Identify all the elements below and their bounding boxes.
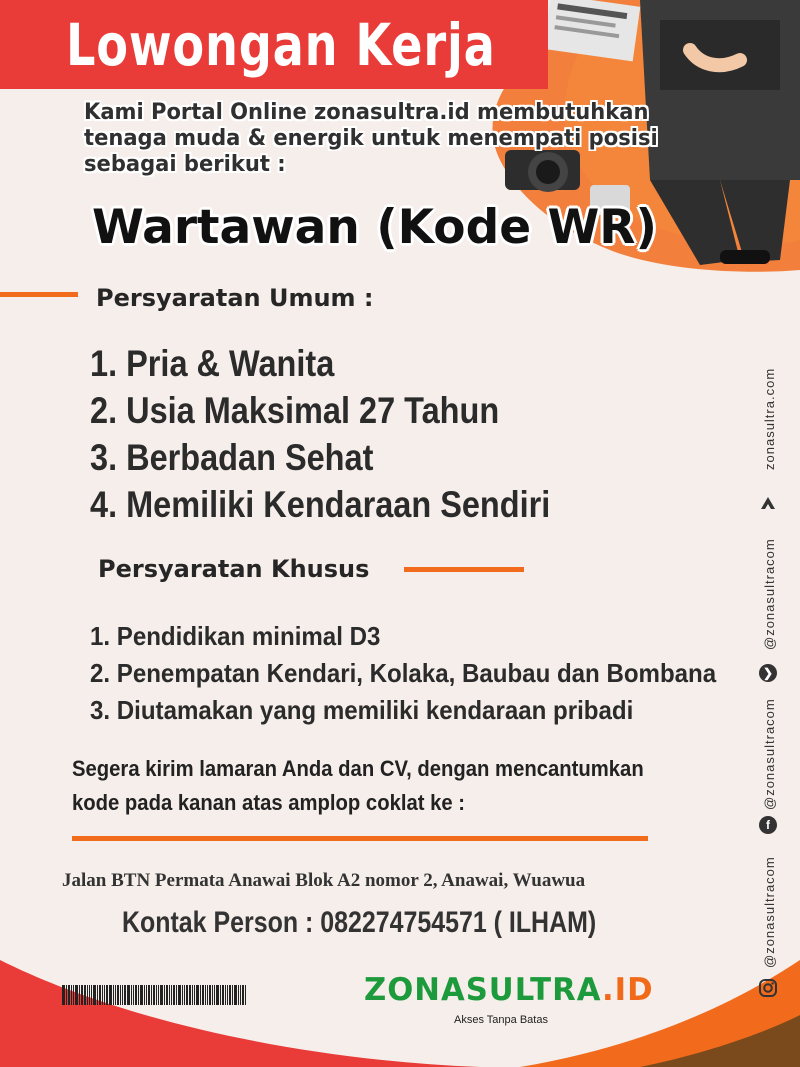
barcode-bar xyxy=(99,985,101,1005)
zonasultra-logo xyxy=(364,972,654,1008)
barcode-bar xyxy=(104,985,105,1005)
barcode-bar xyxy=(166,985,168,1005)
facebook-handle: @zonasultracom xyxy=(762,698,777,810)
website-handle: zonasultra.com xyxy=(762,367,777,470)
barcode-bar xyxy=(192,985,193,1005)
barcode-bar xyxy=(189,985,191,1005)
barcode-bar xyxy=(71,985,72,1005)
barcode-bar xyxy=(171,985,172,1005)
barcode-bar xyxy=(240,985,241,1005)
barcode-bar xyxy=(133,985,134,1005)
instagram-handle: @zonasultracom xyxy=(762,856,777,968)
barcode-bar xyxy=(205,985,206,1005)
barcode-bar xyxy=(138,985,139,1005)
send-line: Segera kirim lamaran Anda dan CV, dengan mencantumkan xyxy=(72,756,644,781)
barcode-bar xyxy=(109,985,112,1005)
general-requirements-title: Persyaratan Umum : xyxy=(96,284,374,312)
barcode-bar xyxy=(89,985,90,1005)
general-requirements-list xyxy=(90,340,614,528)
list-item: 2. Penempatan Kendari, Kolaka, Baubau dan Bombana xyxy=(90,658,717,688)
barcode-bar xyxy=(176,985,177,1005)
barcode-bar xyxy=(212,985,213,1005)
barcode-bar xyxy=(209,985,211,1005)
list-item: 3. Diutamakan yang memiliki kendaraan pribadi xyxy=(90,695,634,725)
barcode-bar xyxy=(127,985,130,1005)
send-instructions xyxy=(72,752,693,820)
barcode-bar xyxy=(225,985,226,1005)
barcode-bar xyxy=(87,985,88,1005)
barcode-bar xyxy=(184,985,185,1005)
barcode-bar xyxy=(97,985,98,1005)
barcode-bar xyxy=(124,985,126,1005)
divider-line xyxy=(404,567,524,572)
barcode-bar xyxy=(120,985,121,1005)
barcode-bar xyxy=(146,985,147,1005)
barcode-bar xyxy=(115,985,116,1005)
list-item: 1. Pria & Wanita xyxy=(90,343,335,384)
divider-line xyxy=(72,836,648,841)
barcode-bar xyxy=(222,985,224,1005)
list-item: 2. Usia Maksimal 27 Tahun xyxy=(90,390,500,431)
barcode-bar xyxy=(245,985,246,1005)
barcode-bar xyxy=(153,985,155,1005)
barcode-bar xyxy=(232,985,233,1005)
list-item: 4. Memiliki Kendaraan Sendiri xyxy=(90,484,551,525)
barcode-bar xyxy=(229,985,231,1005)
barcode-bar xyxy=(140,985,143,1005)
barcode-bar xyxy=(182,985,183,1005)
barcode-bar xyxy=(242,985,244,1005)
special-requirements-title: Persyaratan Khusus xyxy=(98,555,370,583)
barcode-bar xyxy=(158,985,159,1005)
instagram-icon xyxy=(758,978,778,998)
intro-line: tenaga muda & energik untuk menempati posisi xyxy=(84,126,658,151)
barcode-bar xyxy=(106,985,108,1005)
barcode-bar xyxy=(234,985,237,1005)
twitter-icon: ❯ xyxy=(759,664,777,682)
barcode-bar xyxy=(122,985,123,1005)
barcode-bar xyxy=(91,985,92,1005)
barcode-bar xyxy=(214,985,215,1005)
barcode-bar xyxy=(73,985,74,1005)
barcode-bar xyxy=(202,985,204,1005)
barcode-bar xyxy=(102,985,103,1005)
special-requirements-list xyxy=(90,618,766,729)
list-item: 3. Berbadan Sehat xyxy=(90,437,374,478)
barcode-bar xyxy=(194,985,195,1005)
barcode-bar xyxy=(151,985,152,1005)
send-line: kode pada kanan atas amplop coklat ke : xyxy=(72,790,466,815)
intro-line: sebagai berikut : xyxy=(84,152,286,177)
barcode-bar xyxy=(156,985,157,1005)
barcode xyxy=(62,985,348,1005)
intro-line: Kami Portal Online zonasultra.id membutuhkan xyxy=(84,100,649,125)
barcode-bar xyxy=(196,985,199,1005)
barcode-bar xyxy=(216,985,219,1005)
barcode-bar xyxy=(117,985,119,1005)
barcode-bar xyxy=(131,985,132,1005)
barcode-bar xyxy=(135,985,137,1005)
barcode-bar xyxy=(207,985,208,1005)
barcode-bar xyxy=(79,985,80,1005)
barcode-bar xyxy=(164,985,165,1005)
barcode-bar xyxy=(173,985,175,1005)
barcode-bar xyxy=(81,985,83,1005)
barcode-bar xyxy=(75,985,78,1005)
divider-line xyxy=(0,292,78,297)
barcode-bar xyxy=(200,985,201,1005)
contact-person: Kontak Person : 082274754571 ( ILHAM) xyxy=(122,906,597,939)
facebook-icon: f xyxy=(759,816,777,834)
list-item: 1. Pendidikan minimal D3 xyxy=(90,621,381,651)
barcode-bar xyxy=(66,985,67,1005)
barcode-bar xyxy=(169,985,170,1005)
barcode-bar xyxy=(113,985,114,1005)
intro-text xyxy=(84,100,784,178)
barcode-bar xyxy=(62,985,65,1005)
twitter-handle: @zonasultracom xyxy=(762,538,777,650)
barcode-bar xyxy=(160,985,163,1005)
barcode-bar xyxy=(93,985,96,1005)
barcode-bar xyxy=(144,985,145,1005)
page-title: Lowongan Kerja xyxy=(66,11,496,79)
barcode-bar xyxy=(238,985,239,1005)
barcode-bar xyxy=(178,985,181,1005)
website-icon xyxy=(759,494,777,512)
barcode-bar xyxy=(68,985,70,1005)
address-text: Jalan BTN Permata Anawai Blok A2 nomor 2, Anawai, Wuawua xyxy=(62,870,586,891)
logo-main: ZONASULTRA xyxy=(364,972,603,1008)
barcode-bar xyxy=(148,985,150,1005)
position-title: Wartawan (Kode WR) xyxy=(92,200,657,255)
barcode-bar xyxy=(186,985,188,1005)
barcode-bar xyxy=(220,985,221,1005)
barcode-bar xyxy=(84,985,86,1005)
logo-tagline: Akses Tanpa Batas xyxy=(454,1014,548,1026)
barcode-bar xyxy=(227,985,228,1005)
logo-suffix: .ID xyxy=(602,972,654,1008)
